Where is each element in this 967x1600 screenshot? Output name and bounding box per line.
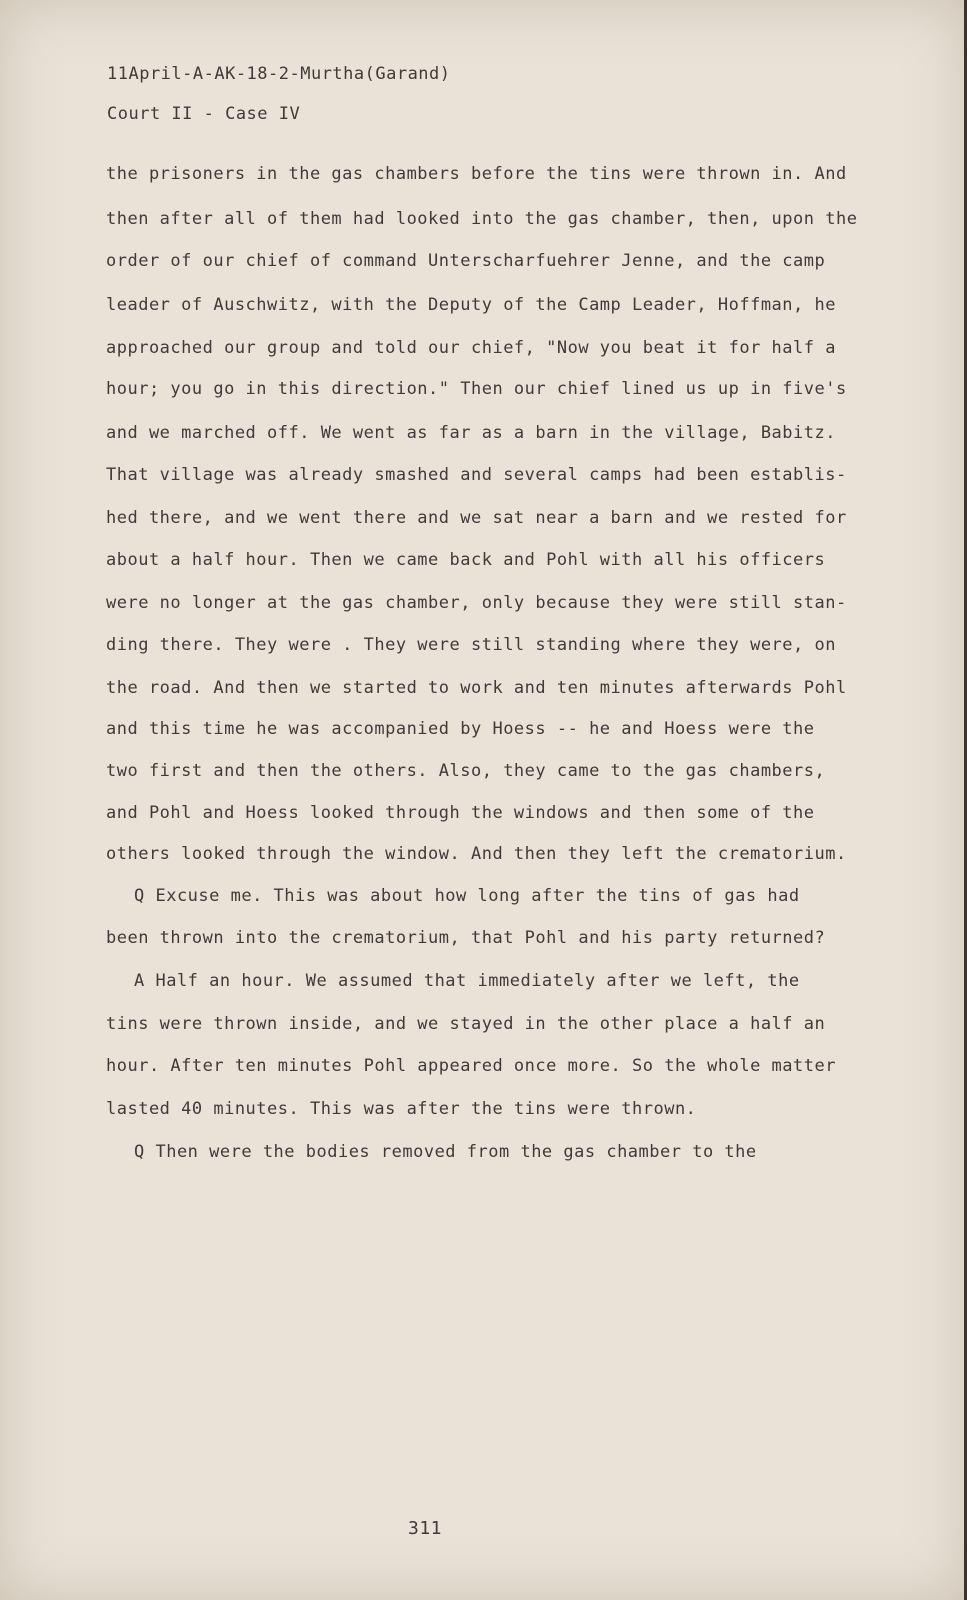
text-line: hour; you go in this direction." Then our chief lined us up in five's: [106, 379, 847, 399]
text-line: the road. And then we started to work and ten minutes afterwards Pohl: [106, 678, 847, 698]
text-line: and Pohl and Hoess looked through the windows and then some of the: [106, 803, 815, 823]
text-line: the prisoners in the gas chambers before the tins were thrown in. And: [106, 164, 847, 184]
text-line: and we marched off. We went as far as a barn in the village, Babitz.: [106, 423, 836, 443]
text-line: about a half hour. Then we came back and Pohl with all his officers: [106, 550, 826, 570]
text-line: and this time he was accompanied by Hoess -- he and Hoess were the: [106, 719, 815, 739]
text-line: Q Then were the bodies removed from the gas chamber to the: [134, 1142, 757, 1162]
text-line: That village was already smashed and several camps had been establis-: [106, 465, 847, 485]
text-line: leader of Auschwitz, with the Deputy of the Camp Leader, Hoffman, he: [106, 295, 836, 315]
text-line: then after all of them had looked into the gas chamber, then, upon the: [106, 209, 858, 229]
text-line: A Half an hour. We assumed that immediately after we left, the: [134, 971, 800, 991]
text-line: hour. After ten minutes Pohl appeared once more. So the whole matter: [106, 1056, 836, 1076]
text-line: Q Excuse me. This was about how long after the tins of gas had: [134, 886, 800, 906]
document-slug: 11April-A-AK-18-2-Murtha(Garand): [107, 64, 451, 84]
page-number: 311: [408, 1518, 443, 1539]
text-line: hed there, and we went there and we sat near a barn and we rested for: [106, 508, 847, 528]
court-case-heading: Court II - Case IV: [107, 104, 301, 124]
text-line: others looked through the window. And then they left the crematorium.: [106, 844, 847, 864]
text-line: approached our group and told our chief, "Now you beat it for half a: [106, 338, 836, 358]
text-line: tins were thrown inside, and we stayed in the other place a half an: [106, 1014, 826, 1034]
text-line: ding there. They were . They were still standing where they were, on: [106, 635, 836, 655]
text-line: were no longer at the gas chamber, only because they were still stan-: [106, 593, 847, 613]
text-line: two first and then the others. Also, they came to the gas chambers,: [106, 761, 826, 781]
text-line: order of our chief of command Unterscharfuehrer Jenne, and the camp: [106, 251, 826, 271]
text-line: been thrown into the crematorium, that Pohl and his party returned?: [106, 928, 826, 948]
text-line: lasted 40 minutes. This was after the tins were thrown.: [106, 1099, 697, 1119]
